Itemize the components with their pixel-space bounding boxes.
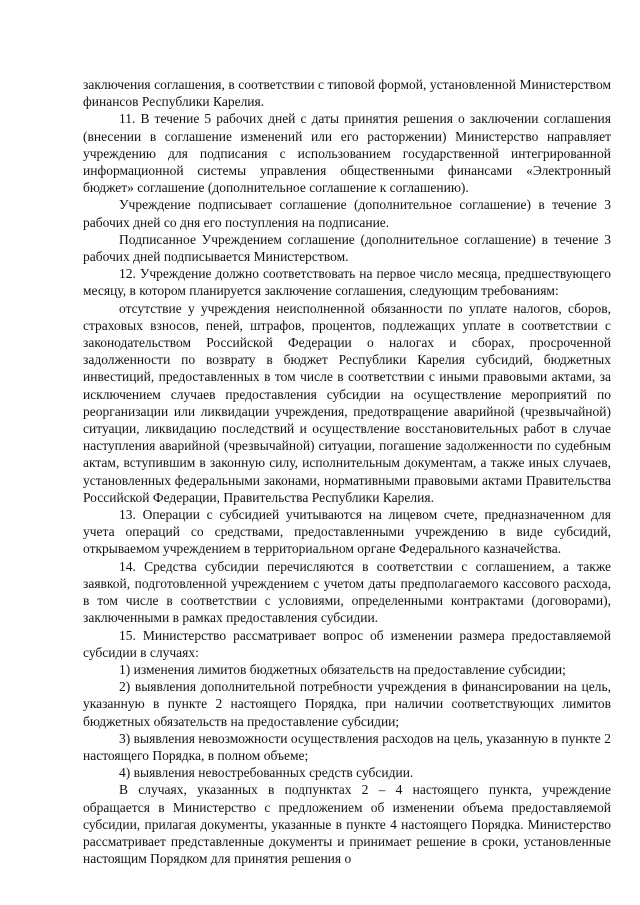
document-page — [83, 76, 611, 867]
paragraph-requirements: отсутствие у учреждения неисполненной обязанности по уплате налогов, сборов, страховых взносов, пеней, штрафов, процентов, подлежащих уплате в соответствии с законодательством Российской Федерации о налогах и сборах, просроченной задолженности по возврату в бюджет Республики Карелия субсидий, бюджетных инвестиций, предоставленных в том числе в соответствии с иными правовыми актами, за исключением случаев предоставления субсидии на осуществление мероприятий по реорганизации или ликвидации учреждения, предотвращение аварийной (чрезвычайной) ситуации, ликвидацию последствий и осуществление восстановительных работ в случае наступления аварийной (чрезвычайной) ситуации, погашение задолженности по судебным актам, вступившим в законную силу, исполнительным документам, а также иных случаев, установленных федеральными законами, нормативными правовыми актами Правительства Российской Федерации, Правительства Республики Карелия. — [83, 300, 611, 505]
paragraph-contract-form: заключения соглашения, в соответствии с типовой формой, установленной Министерством финансов Республики Карелия. — [83, 77, 611, 110]
paragraph-11: 11. В течение 5 рабочих дней с даты принятия решения о заключении соглашения (внесении в соглашение изменений или его расторжении) Министерство направляет учреждению для подписания с использованием государственной интегрированной информационной системы управления общественными финансами «Электронный бюджет» соглашение (дополнительное соглашение к соглашению). — [83, 111, 611, 196]
paragraph-cases: В случаях, указанных в подпунктах 2 – 4 настоящего пункта, учреждение обращается в Министерство с предложением об изменении объема предоставляемой субсидии, прилагая документы, указанные в пункте 4 настоящего Порядка. Министерство рассматривает представленные документы и принимает решение в сроки, установленные настоящим Порядком для принятия решения о — [83, 782, 611, 867]
paragraph-15: 15. Министерство рассматривает вопрос об изменении размера предоставляемой субсидии в случаях: — [83, 627, 611, 660]
paragraph-12: 12. Учреждение должно соответствовать на первое число месяца, предшествующего месяцу, в котором планируется заключение соглашения, следующим требованиям: — [83, 266, 611, 299]
paragraph-ministry-signs: Подписанное Учреждением соглашение (дополнительное соглашение) в течение 3 рабочих дней подписывается Министерством. — [83, 231, 611, 265]
list-item-2: 2) выявления дополнительной потребности учреждения в финансировании на цель, указанную в пункте 2 настоящего Порядка, при наличии соответствующих лимитов бюджетных обязательств на предоставление субсидии; — [83, 679, 611, 729]
list-item-3: 3) выявления невозможности осуществления расходов на цель, указанную в пункте 2 настоящего Порядка, в полном объеме; — [83, 730, 611, 763]
paragraph-14: 14. Средства субсидии перечисляются в соответствии с соглашением, а также заявкой, подготовленной учреждением с учетом даты предполагаемого кассового расхода, в том числе в соответствии с условиями, определенными контрактами (договорами), заключенными в рамках предоставления субсидии. — [83, 558, 611, 626]
list-item-4: 4) выявления невостребованных средств субсидии. — [119, 765, 414, 781]
paragraph-13: 13. Операции с субсидией учитываются на лицевом счете, предназначенном для учета операций со средствами, предоставленными учреждению в виде субсидий, открываемом учреждением в территориальном органе Федерального казначейства. — [83, 507, 611, 557]
list-item-1: 1) изменения лимитов бюджетных обязательств на предоставление субсидии; — [119, 661, 566, 677]
paragraph-institution-signs: Учреждение подписывает соглашение (дополнительное соглашение) в течение 3 рабочих дней со дня его поступления на подписание. — [83, 197, 611, 230]
